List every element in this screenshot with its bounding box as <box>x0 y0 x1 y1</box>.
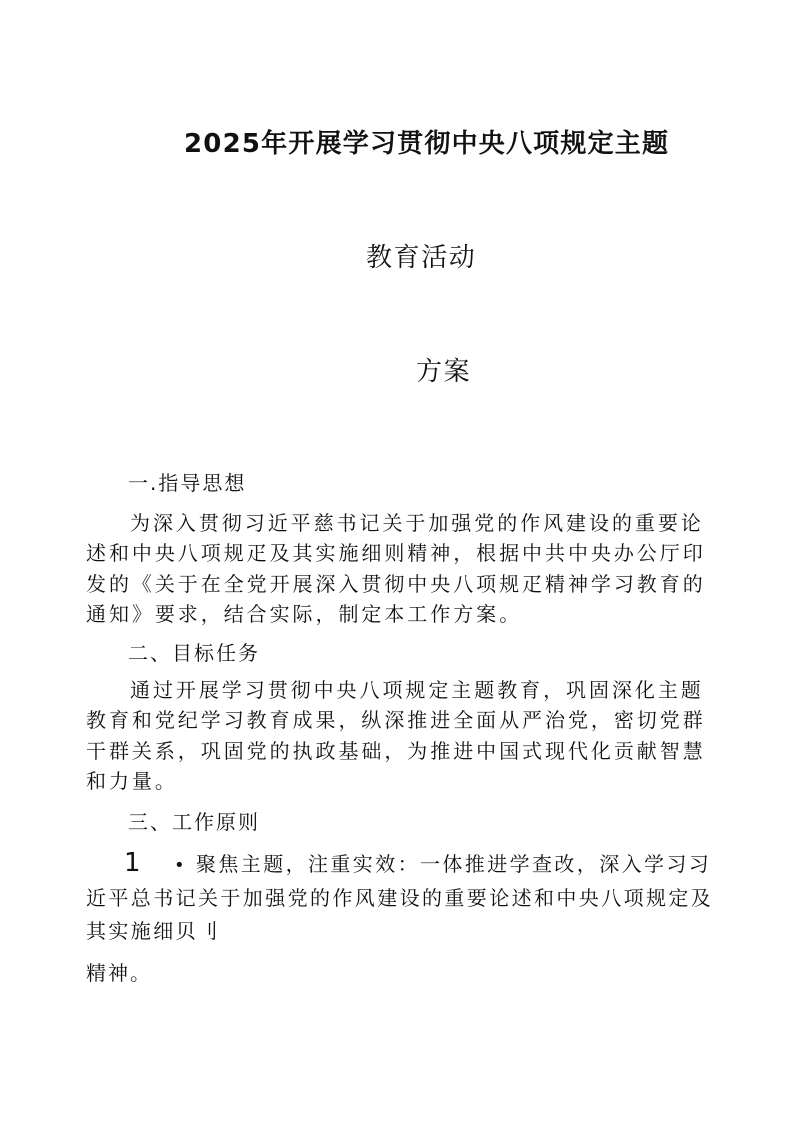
title-line-1-text: 年开展学习贯彻中央八项规定主题 <box>261 129 670 159</box>
principle-item-number: 1 <box>124 848 143 878</box>
principle-item-text: 聚焦主题，注重实效：一体推进学查改，深入学习习近平总书记关于加强党的作风建设的重要论述和中央八项规定及其实施细贝刂 <box>86 852 714 943</box>
bullet-icon: • <box>174 855 185 876</box>
section-body-guiding-ideology: 为深入贯彻习近平慈书记关于加强党的作风建设的重要论述和中央八项规疋及其实施细则精神，根据中共中央办公厅印发的《关于在全党开展深入贯彻中央八项规疋精神学习教育的通知》要求，结合实际，制定本工作方案。 <box>86 511 706 626</box>
section-heading-guiding-ideology: 一.指导思想 <box>128 471 247 495</box>
title-year: 2025 <box>184 129 262 159</box>
principle-item-1 <box>86 847 716 948</box>
section-heading-work-principles: 三、工作原则 <box>128 810 260 834</box>
document-title-line-1 <box>184 124 744 164</box>
section-body-goals-tasks: 通过开展学习贯彻中央八项规定主题教育，巩固深化主题教育和党纪学习教育成果，纵深推进全面从严治党，密切党群干群关系，巩固党的执政基础，为推进中国式现代化贡献智慧和力量。 <box>86 678 706 793</box>
document-title-line-3: 方案 <box>416 357 472 387</box>
principle-item-tail: 精神。 <box>86 961 152 985</box>
section-heading-goals-tasks: 二、目标任务 <box>128 641 260 665</box>
document-title-line-2: 教育活动 <box>366 243 477 273</box>
